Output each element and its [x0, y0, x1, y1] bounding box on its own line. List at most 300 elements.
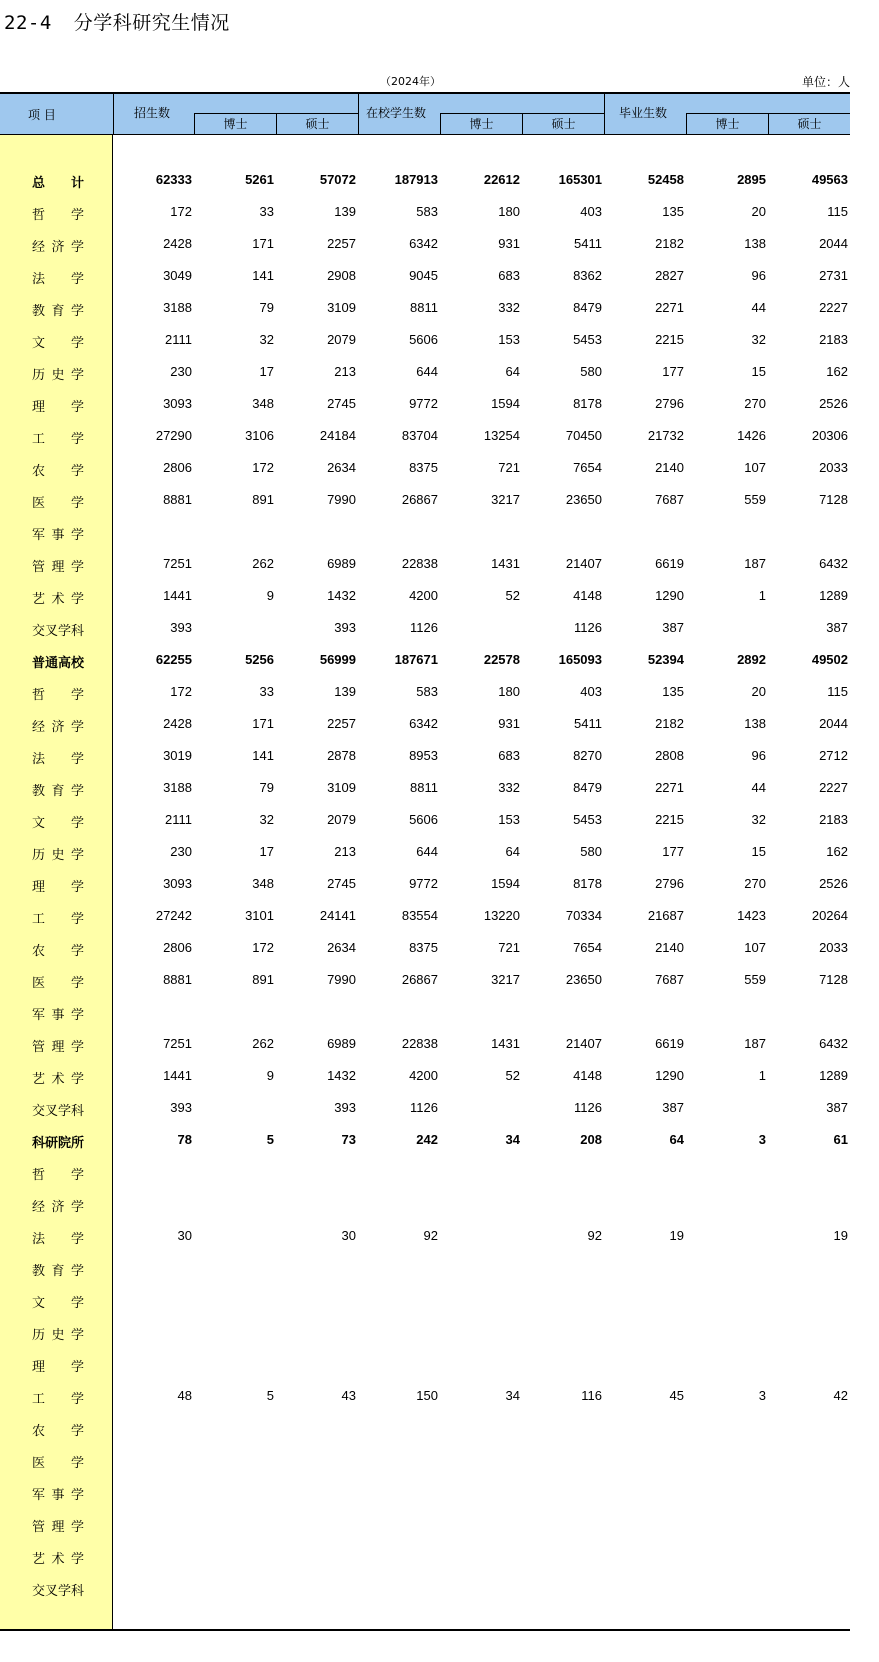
cell-value: 187: [744, 1036, 766, 1051]
cell-value: 332: [498, 780, 520, 795]
cell-value: 1431: [491, 556, 520, 571]
table-row: [0, 323, 850, 355]
cell-value: 1126: [574, 1100, 602, 1115]
cell-value: 165093: [558, 652, 602, 667]
cell-value: 332: [498, 300, 520, 315]
cell-value: 62255: [155, 652, 192, 667]
cell-value: 52394: [647, 652, 684, 667]
cell-value: 171: [252, 236, 274, 251]
cell-value: 172: [252, 940, 274, 955]
cell-value: 187913: [394, 172, 438, 187]
table-row: [0, 1411, 850, 1443]
cell-value: 177: [662, 844, 684, 859]
cell-value: 1431: [491, 1036, 520, 1051]
row-label: 教 育 学: [32, 1264, 84, 1279]
cell-value: 33: [259, 204, 274, 219]
cell-value: 7251: [163, 556, 192, 571]
cell-value: 20: [751, 684, 766, 699]
cell-value: 213: [334, 844, 356, 859]
cell-value: 172: [252, 460, 274, 475]
table-row: [0, 259, 850, 291]
row-label: 军 事 学: [32, 1488, 84, 1503]
cell-value: 8270: [573, 748, 602, 763]
cell-value: 5261: [245, 172, 274, 187]
cell-value: 393: [334, 620, 356, 635]
cell-value: 2634: [327, 940, 356, 955]
cell-value: 348: [252, 396, 274, 411]
cell-value: 931: [498, 716, 520, 731]
row-label: 工 学: [32, 1392, 84, 1407]
cell-value: 24141: [319, 908, 356, 923]
cell-value: 153: [498, 332, 520, 347]
cell-value: 70450: [565, 428, 602, 443]
cell-value: 26867: [401, 972, 438, 987]
cell-value: 139: [334, 204, 356, 219]
row-label: 工 学: [32, 432, 84, 447]
table-row: [0, 611, 850, 643]
cell-value: 2227: [819, 300, 848, 315]
cell-value: 2183: [819, 332, 848, 347]
cell-value: 393: [170, 1100, 192, 1115]
table-row: [0, 1571, 850, 1603]
table-row: [0, 291, 850, 323]
cell-value: 3109: [327, 780, 356, 795]
cell-value: 403: [580, 204, 602, 219]
cell-value: 2033: [819, 940, 848, 955]
cell-value: 2215: [655, 332, 684, 347]
cell-value: 141: [252, 748, 274, 763]
row-label: 经 济 学: [32, 1200, 84, 1215]
row-label: 经 济 学: [32, 720, 84, 735]
cell-value: 34: [505, 1132, 520, 1147]
table-row: [0, 387, 850, 419]
cell-value: 21687: [647, 908, 684, 923]
cell-value: 45: [669, 1388, 684, 1403]
cell-value: 1441: [163, 588, 192, 603]
cell-value: 22612: [483, 172, 520, 187]
cell-value: 32: [751, 332, 766, 347]
table-row: [0, 355, 850, 387]
cell-value: 32: [259, 812, 274, 827]
cell-value: 57072: [319, 172, 356, 187]
table-row: [0, 963, 850, 995]
cell-value: 2111: [165, 812, 192, 827]
cell-value: 139: [334, 684, 356, 699]
row-label: 法 学: [32, 272, 84, 287]
cell-value: 17: [259, 364, 274, 379]
cell-value: 73: [341, 1132, 356, 1147]
cell-value: 107: [744, 940, 766, 955]
cell-value: 1290: [655, 1068, 684, 1083]
cell-value: 6989: [327, 556, 356, 571]
cell-value: 583: [416, 204, 438, 219]
row-label: 工 学: [32, 912, 84, 927]
cell-value: 2712: [819, 748, 848, 763]
cell-value: 172: [170, 684, 192, 699]
cell-value: 2808: [655, 748, 684, 763]
cell-value: 96: [751, 268, 766, 283]
cell-value: 83554: [401, 908, 438, 923]
cell-value: 2182: [655, 236, 684, 251]
cell-value: 262: [252, 556, 274, 571]
cell-value: 7251: [163, 1036, 192, 1051]
cell-value: 2428: [163, 716, 192, 731]
cell-value: 644: [416, 364, 438, 379]
cell-value: 2227: [819, 780, 848, 795]
cell-value: 7654: [573, 940, 602, 955]
cell-value: 2806: [163, 460, 192, 475]
cell-value: 79: [259, 300, 274, 315]
table-row: [0, 579, 850, 611]
cell-value: 5411: [574, 236, 602, 251]
cell-value: 15: [751, 364, 766, 379]
cell-value: 3: [758, 1388, 766, 1403]
table-row: [0, 1379, 850, 1411]
header-enrolled: 在校学生数: [366, 106, 427, 120]
cell-value: 20306: [811, 428, 848, 443]
cell-value: 23650: [565, 492, 602, 507]
cell-value: 52458: [647, 172, 684, 187]
row-label: 医 学: [32, 976, 84, 991]
cell-value: 13254: [483, 428, 520, 443]
cell-value: 2895: [737, 172, 766, 187]
cell-value: 78: [177, 1132, 192, 1147]
cell-value: 44: [751, 300, 766, 315]
cell-value: 165301: [558, 172, 602, 187]
cell-value: 42: [833, 1388, 848, 1403]
unit-label: 单位：人: [801, 75, 850, 89]
cell-value: 3188: [163, 300, 192, 315]
cell-value: 33: [259, 684, 274, 699]
cell-value: 32: [259, 332, 274, 347]
cell-value: 64: [505, 844, 520, 859]
cell-value: 15: [751, 844, 766, 859]
cell-value: 6342: [409, 236, 438, 251]
cell-value: 44: [751, 780, 766, 795]
row-label: 经 济 学: [32, 240, 84, 255]
cell-value: 34: [505, 1388, 520, 1403]
cell-value: 6989: [327, 1036, 356, 1051]
cell-value: 3217: [491, 972, 520, 987]
row-label: 理 学: [32, 400, 84, 415]
cell-value: 1441: [163, 1068, 192, 1083]
row-label: 历 史 学: [32, 368, 84, 383]
cell-value: 208: [580, 1132, 602, 1147]
table-body: [0, 135, 850, 1631]
cell-value: 9772: [409, 876, 438, 891]
table-row: [0, 1539, 850, 1571]
cell-value: 2215: [655, 812, 684, 827]
cell-value: 27242: [155, 908, 192, 923]
cell-value: 7128: [819, 492, 848, 507]
cell-value: 21407: [565, 1036, 602, 1051]
cell-value: 135: [662, 684, 684, 699]
cell-value: 1290: [655, 588, 684, 603]
cell-value: 2796: [655, 396, 684, 411]
table-row: [0, 803, 850, 835]
cell-value: 26867: [401, 492, 438, 507]
cell-value: 171: [252, 716, 274, 731]
cell-value: 141: [252, 268, 274, 283]
cell-value: 2745: [327, 876, 356, 891]
cell-value: 580: [580, 364, 602, 379]
cell-value: 49563: [811, 172, 848, 187]
row-label: 交叉学科: [32, 624, 85, 639]
cell-value: 2526: [819, 876, 848, 891]
cell-value: 2745: [327, 396, 356, 411]
row-label: 农 学: [32, 944, 84, 959]
table-row: [0, 675, 850, 707]
cell-value: 52: [505, 1068, 520, 1083]
cell-value: 2271: [655, 300, 684, 315]
cell-value: 172: [170, 204, 192, 219]
table-row: [0, 867, 850, 899]
header-item: 项 目: [28, 108, 56, 122]
cell-value: 4200: [409, 1068, 438, 1083]
cell-value: 387: [662, 620, 684, 635]
cell-value: 242: [416, 1132, 438, 1147]
cell-value: 62333: [155, 172, 192, 187]
cell-value: 17: [259, 844, 274, 859]
table-row: [0, 515, 850, 547]
cell-value: 387: [826, 1100, 848, 1115]
row-label: 文 学: [32, 336, 84, 351]
table-row: [0, 1251, 850, 1283]
cell-value: 387: [826, 620, 848, 635]
cell-value: 5606: [409, 812, 438, 827]
header-graduates: 毕业生数: [619, 106, 668, 120]
row-label: 艺 术 学: [32, 1552, 84, 1567]
cell-value: 1: [758, 1068, 766, 1083]
cell-value: 3106: [245, 428, 274, 443]
cell-value: 3093: [163, 396, 192, 411]
cell-value: 180: [498, 684, 520, 699]
cell-value: 22838: [401, 1036, 438, 1051]
cell-value: 2079: [327, 332, 356, 347]
cell-value: 3101: [245, 908, 274, 923]
table-row: [0, 547, 850, 579]
cell-value: 52: [505, 588, 520, 603]
cell-value: 5453: [573, 332, 602, 347]
cell-value: 187: [744, 556, 766, 571]
table-row: [0, 1507, 850, 1539]
header-enroll: 招生数: [134, 106, 171, 120]
row-label: 医 学: [32, 496, 84, 511]
row-label: 艺 术 学: [32, 592, 84, 607]
cell-value: 1432: [327, 1068, 356, 1083]
cell-value: 1289: [819, 1068, 848, 1083]
cell-value: 187671: [394, 652, 438, 667]
cell-value: 3049: [163, 268, 192, 283]
cell-value: 5453: [573, 812, 602, 827]
cell-value: 2033: [819, 460, 848, 475]
row-label: 艺 术 学: [32, 1072, 84, 1087]
cell-value: 8953: [409, 748, 438, 763]
cell-value: 20264: [811, 908, 848, 923]
cell-value: 7654: [573, 460, 602, 475]
table-row: [0, 483, 850, 515]
table-row: [0, 739, 850, 771]
cell-value: 1423: [737, 908, 766, 923]
table-row: [0, 771, 850, 803]
table-row: [0, 1443, 850, 1475]
cell-value: 891: [252, 972, 274, 987]
cell-value: 30: [177, 1228, 192, 1243]
cell-value: 721: [498, 460, 520, 475]
cell-value: 2892: [737, 652, 766, 667]
header-graduates-doctor: 博士: [686, 113, 768, 134]
cell-value: 8375: [409, 460, 438, 475]
cell-value: 6619: [655, 556, 684, 571]
cell-value: 116: [581, 1388, 602, 1403]
cell-value: 2044: [819, 716, 848, 731]
table-rows: [0, 163, 850, 1603]
cell-value: 2183: [819, 812, 848, 827]
cell-value: 230: [170, 364, 192, 379]
cell-value: 2257: [327, 236, 356, 251]
cell-value: 135: [662, 204, 684, 219]
row-label: 管 理 学: [32, 560, 84, 575]
cell-value: 153: [498, 812, 520, 827]
cell-value: 8881: [163, 492, 192, 507]
header-enroll-master: 硕士: [276, 113, 358, 134]
cell-value: 2044: [819, 236, 848, 251]
header-enrolled-master: 硕士: [522, 113, 604, 134]
cell-value: 96: [751, 748, 766, 763]
cell-value: 22578: [483, 652, 520, 667]
cell-value: 9: [266, 588, 274, 603]
cell-value: 931: [498, 236, 520, 251]
cell-value: 48: [177, 1388, 192, 1403]
table-header: [0, 92, 850, 135]
table-row: [0, 1283, 850, 1315]
cell-value: 7990: [327, 492, 356, 507]
row-label: 交叉学科: [32, 1584, 85, 1599]
data-table: [0, 92, 850, 1631]
cell-value: 580: [580, 844, 602, 859]
table-row: [0, 195, 850, 227]
table-row: [0, 931, 850, 963]
table-row: [0, 835, 850, 867]
cell-value: 3019: [163, 748, 192, 763]
header-enroll-doctor: 博士: [194, 113, 276, 134]
cell-value: 1: [758, 588, 766, 603]
cell-value: 115: [827, 204, 848, 219]
cell-value: 8479: [573, 300, 602, 315]
cell-value: 30: [341, 1228, 356, 1243]
cell-value: 2182: [655, 716, 684, 731]
row-label: 文 学: [32, 1296, 84, 1311]
cell-value: 8178: [573, 876, 602, 891]
cell-value: 4148: [573, 588, 602, 603]
cell-value: 213: [334, 364, 356, 379]
cell-value: 583: [416, 684, 438, 699]
row-label: 教 育 学: [32, 784, 84, 799]
cell-value: 162: [826, 364, 848, 379]
cell-value: 3109: [327, 300, 356, 315]
cell-value: 6342: [409, 716, 438, 731]
cell-value: 5256: [245, 652, 274, 667]
cell-value: 13220: [483, 908, 520, 923]
row-label: 理 学: [32, 880, 84, 895]
table-row: [0, 995, 850, 1027]
cell-value: 2731: [819, 268, 848, 283]
table-row: [0, 419, 850, 451]
table-row: [0, 1123, 850, 1155]
cell-value: 403: [580, 684, 602, 699]
cell-value: 262: [252, 1036, 274, 1051]
table-row: [0, 899, 850, 931]
cell-value: 3093: [163, 876, 192, 891]
table-row: [0, 227, 850, 259]
cell-value: 2796: [655, 876, 684, 891]
cell-value: 1426: [737, 428, 766, 443]
row-label: 哲 学: [32, 688, 84, 703]
cell-value: 644: [416, 844, 438, 859]
table-row: [0, 707, 850, 739]
cell-value: 2526: [819, 396, 848, 411]
table-row: [0, 1347, 850, 1379]
cell-value: 683: [498, 268, 520, 283]
cell-value: 5: [266, 1388, 274, 1403]
cell-value: 270: [744, 396, 766, 411]
table-row: [0, 1219, 850, 1251]
cell-value: 721: [498, 940, 520, 955]
cell-value: 64: [505, 364, 520, 379]
cell-value: 49502: [811, 652, 848, 667]
row-label: 哲 学: [32, 1168, 84, 1183]
row-label: 历 史 学: [32, 1328, 84, 1343]
cell-value: 2079: [327, 812, 356, 827]
cell-value: 387: [662, 1100, 684, 1115]
cell-value: 393: [170, 620, 192, 635]
cell-value: 393: [334, 1100, 356, 1115]
cell-value: 32: [751, 812, 766, 827]
cell-value: 1289: [819, 588, 848, 603]
header-enrolled-doctor: 博士: [440, 113, 522, 134]
row-label: 管 理 学: [32, 1520, 84, 1535]
cell-value: 22838: [401, 556, 438, 571]
cell-value: 6432: [819, 556, 848, 571]
cell-value: 1594: [491, 396, 520, 411]
cell-value: 7128: [819, 972, 848, 987]
cell-value: 24184: [319, 428, 356, 443]
cell-value: 1432: [327, 588, 356, 603]
cell-value: 6619: [655, 1036, 684, 1051]
cell-value: 115: [827, 684, 848, 699]
cell-value: 138: [744, 716, 766, 731]
table-row: [0, 1091, 850, 1123]
cell-value: 2140: [655, 460, 684, 475]
cell-value: 21732: [647, 428, 684, 443]
cell-value: 559: [744, 492, 766, 507]
row-label: 医 学: [32, 1456, 84, 1471]
cell-value: 79: [259, 780, 274, 795]
cell-value: 4200: [409, 588, 438, 603]
cell-value: 27290: [155, 428, 192, 443]
table-row: [0, 1155, 850, 1187]
cell-value: 177: [662, 364, 684, 379]
cell-value: 92: [423, 1228, 438, 1243]
cell-value: 8178: [573, 396, 602, 411]
cell-value: 348: [252, 876, 274, 891]
cell-value: 2140: [655, 940, 684, 955]
cell-value: 1126: [410, 620, 438, 635]
cell-value: 8479: [573, 780, 602, 795]
cell-value: 2271: [655, 780, 684, 795]
cell-value: 23650: [565, 972, 602, 987]
row-label: 文 学: [32, 816, 84, 831]
